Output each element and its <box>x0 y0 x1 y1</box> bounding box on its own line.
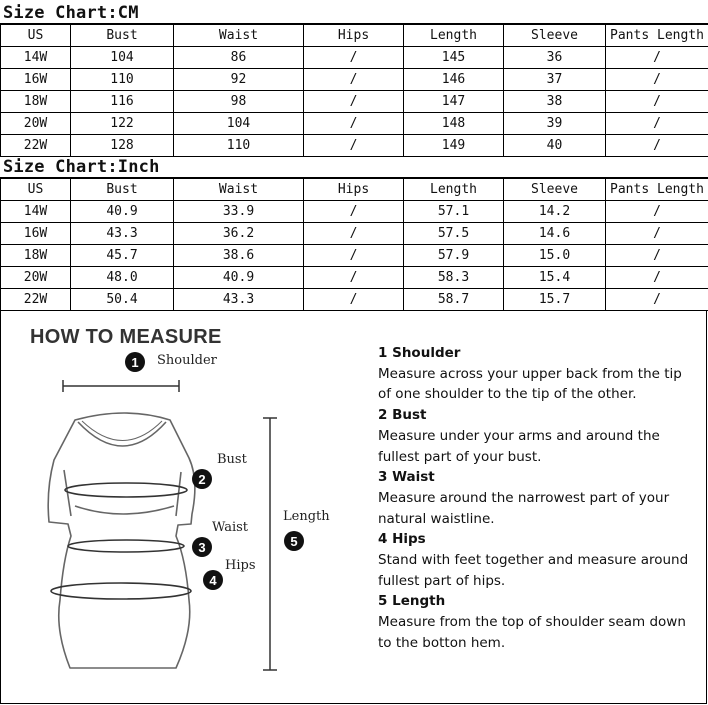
column-header: Pants Length <box>606 25 708 47</box>
table-cell: 86 <box>174 47 304 69</box>
column-header: Waist <box>174 25 304 47</box>
table-cell: 122 <box>71 113 174 135</box>
column-header: US <box>1 25 71 47</box>
step-text: Stand with feet together and measure around fullest part of hips. <box>378 552 689 589</box>
table-cell: / <box>606 47 708 69</box>
table-cell: 38.6 <box>174 245 304 267</box>
table-cell: 20W <box>1 113 71 135</box>
table-cell: 36 <box>504 47 606 69</box>
bust-label: Bust <box>217 452 247 467</box>
table-cell: 58.7 <box>404 289 504 311</box>
svg-text:1: 1 <box>131 355 139 370</box>
table-cell: / <box>606 135 708 157</box>
step-text: Measure across your upper back from the tip of one shoulder to the tip of the other. <box>378 365 682 403</box>
cm-size-table <box>0 24 708 157</box>
table-cell: 15.4 <box>504 267 606 289</box>
cm-header-row <box>1 25 708 47</box>
table-cell: 57.9 <box>404 245 504 267</box>
table-cell: 22W <box>1 135 71 157</box>
table-cell: 18W <box>1 245 71 267</box>
dress-measure-figure <box>0 310 360 704</box>
table-cell: / <box>304 289 404 311</box>
step-heading: 2 Bust <box>378 407 427 424</box>
column-header: US <box>1 179 71 201</box>
svg-text:2: 2 <box>198 472 206 487</box>
measure-instructions <box>378 343 698 654</box>
table-cell: 18W <box>1 91 71 113</box>
shoulder-measure-line <box>63 380 179 392</box>
table-cell: 14W <box>1 47 71 69</box>
column-header: Pants Length <box>606 179 708 201</box>
step-text: Measure under your arms and around the fullest part of your bust. <box>378 427 660 465</box>
hips-ellipse <box>51 583 191 599</box>
table-cell: 33.9 <box>174 201 304 223</box>
table-cell: 43.3 <box>174 289 304 311</box>
waist-label: Waist <box>212 520 249 535</box>
inch-chart-title: Size Chart:Inch <box>0 156 708 178</box>
table-cell: / <box>304 223 404 245</box>
table-row <box>1 201 708 223</box>
table-cell: 15.0 <box>504 245 606 267</box>
table-cell: 36.2 <box>174 223 304 245</box>
column-header: Hips <box>304 179 404 201</box>
table-cell: / <box>606 289 708 311</box>
inch-size-table <box>0 178 708 311</box>
table-cell: / <box>606 267 708 289</box>
shoulder-label: Shoulder <box>157 353 217 368</box>
column-header: Sleeve <box>504 179 606 201</box>
table-cell: 98 <box>174 91 304 113</box>
marker-3 <box>192 537 212 557</box>
table-row <box>1 91 708 113</box>
table-cell: 147 <box>404 91 504 113</box>
table-cell: 14W <box>1 201 71 223</box>
table-cell: 104 <box>71 47 174 69</box>
table-cell: 58.3 <box>404 267 504 289</box>
table-cell: 38 <box>504 91 606 113</box>
table-cell: 40.9 <box>71 201 174 223</box>
table-row <box>1 135 708 157</box>
svg-text:3: 3 <box>198 540 206 555</box>
table-cell: / <box>606 91 708 113</box>
table-cell: / <box>304 201 404 223</box>
column-header: Waist <box>174 179 304 201</box>
table-cell: / <box>304 69 404 91</box>
table-cell: / <box>304 267 404 289</box>
table-cell: 50.4 <box>71 289 174 311</box>
table-cell: 110 <box>71 69 174 91</box>
table-cell: 146 <box>404 69 504 91</box>
measure-ellipses <box>51 483 191 599</box>
table-row <box>1 289 708 311</box>
svg-text:4: 4 <box>209 573 217 588</box>
column-header: Hips <box>304 25 404 47</box>
inch-header-row <box>1 179 708 201</box>
column-header: Bust <box>71 179 174 201</box>
table-cell: / <box>304 113 404 135</box>
length-label: Length <box>283 509 330 524</box>
table-cell: 16W <box>1 69 71 91</box>
table-cell: 22W <box>1 289 71 311</box>
table-cell: 145 <box>404 47 504 69</box>
table-cell: / <box>304 245 404 267</box>
table-cell: 116 <box>71 91 174 113</box>
marker-4 <box>203 570 223 590</box>
how-to-measure-title: HOW TO MEASURE <box>30 326 222 348</box>
svg-text:5: 5 <box>290 534 298 549</box>
marker-2 <box>192 469 212 489</box>
table-cell: 43.3 <box>71 223 174 245</box>
table-cell: 110 <box>174 135 304 157</box>
table-cell: 148 <box>404 113 504 135</box>
table-cell: 92 <box>174 69 304 91</box>
table-cell: / <box>304 91 404 113</box>
marker-5 <box>284 531 304 551</box>
table-row <box>1 113 708 135</box>
step-heading: 3 Waist <box>378 469 435 486</box>
column-header: Length <box>404 179 504 201</box>
table-cell: / <box>606 69 708 91</box>
table-cell: / <box>606 201 708 223</box>
table-cell: 104 <box>174 113 304 135</box>
column-header: Bust <box>71 25 174 47</box>
table-cell: 16W <box>1 223 71 245</box>
hips-label: Hips <box>225 558 256 573</box>
table-cell: 128 <box>71 135 174 157</box>
table-cell: / <box>606 245 708 267</box>
table-cell: 40.9 <box>174 267 304 289</box>
waist-ellipse <box>68 540 184 552</box>
table-cell: 37 <box>504 69 606 91</box>
table-cell: 48.0 <box>71 267 174 289</box>
marker-1 <box>125 352 145 372</box>
column-header: Sleeve <box>504 25 606 47</box>
table-row <box>1 69 708 91</box>
table-cell: 14.6 <box>504 223 606 245</box>
table-cell: / <box>304 47 404 69</box>
table-cell: / <box>606 113 708 135</box>
table-cell: / <box>606 223 708 245</box>
step-heading: 4 Hips <box>378 531 426 548</box>
step-text: Measure around the narrowest part of your natural waistline. <box>378 489 670 527</box>
table-row <box>1 245 708 267</box>
table-cell: 39 <box>504 113 606 135</box>
table-row <box>1 47 708 69</box>
step-heading: 1 Shoulder <box>378 345 461 361</box>
table-cell: 14.2 <box>504 201 606 223</box>
cm-chart-title: Size Chart:CM <box>0 2 708 24</box>
column-header: Length <box>404 25 504 47</box>
table-cell: 149 <box>404 135 504 157</box>
table-cell: 20W <box>1 267 71 289</box>
table-cell: 45.7 <box>71 245 174 267</box>
bust-ellipse <box>65 483 187 497</box>
table-cell: 57.5 <box>404 223 504 245</box>
table-cell: 57.1 <box>404 201 504 223</box>
table-row <box>1 267 708 289</box>
step-text: Measure from the top of shoulder seam down to the botton hem. <box>378 614 686 651</box>
table-cell: 40 <box>504 135 606 157</box>
table-row <box>1 223 708 245</box>
length-measure-line <box>263 418 277 670</box>
table-cell: / <box>304 135 404 157</box>
table-cell: 15.7 <box>504 289 606 311</box>
step-heading: 5 Length <box>378 593 446 610</box>
